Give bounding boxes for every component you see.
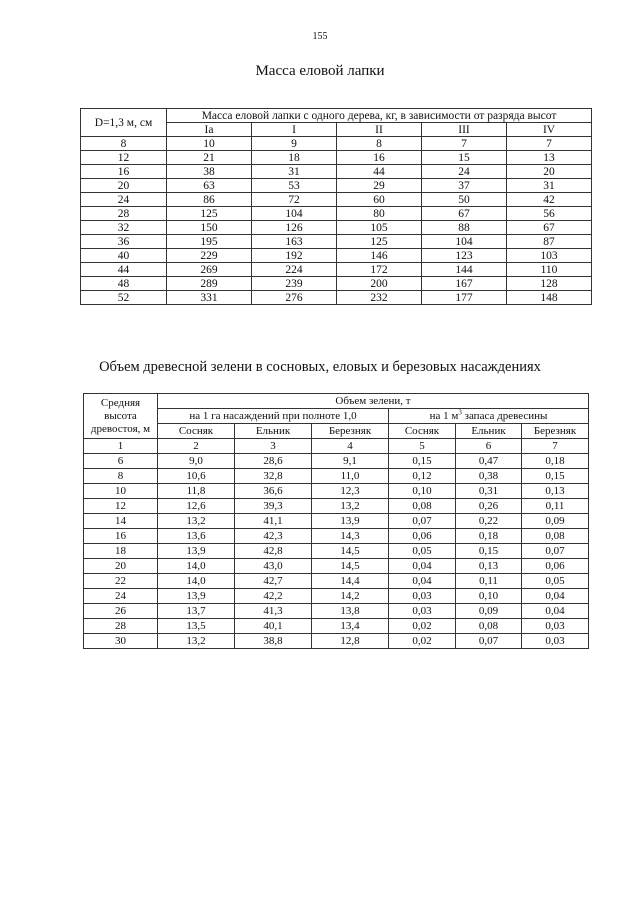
value-cell: 53 [252,179,337,193]
row-label-cell: 28 [84,619,158,634]
table-row [81,291,592,305]
value-cell: 41,3 [235,604,312,619]
value-cell: 150 [167,221,252,235]
value-cell: 0,13 [456,559,522,574]
table-row [84,634,589,649]
table-row [81,235,592,249]
value-cell: 0,13 [522,484,589,499]
table2-col-header: Березняк [522,424,589,439]
table-row [84,544,589,559]
value-cell: 0,07 [522,544,589,559]
value-cell: 0,10 [456,589,522,604]
table-row [84,559,589,574]
value-cell: 0,31 [456,484,522,499]
column-number-cell: 7 [522,439,589,454]
table-row [84,484,589,499]
value-cell: 229 [167,249,252,263]
value-cell: 163 [252,235,337,249]
value-cell: 126 [252,221,337,235]
table2-row-header: Средняя высота древостоя, м [84,394,158,439]
value-cell: 13,9 [158,589,235,604]
value-cell: 18 [252,151,337,165]
value-cell: 56 [507,207,592,221]
value-cell: 9,0 [158,454,235,469]
value-cell: 125 [167,207,252,221]
value-cell: 0,03 [389,604,456,619]
row-label-cell: 14 [84,514,158,529]
value-cell: 104 [422,235,507,249]
value-cell: 28,6 [235,454,312,469]
table-row [84,454,589,469]
value-cell: 0,07 [456,634,522,649]
table-row [81,137,592,151]
row-label-cell: 12 [81,151,167,165]
table-row [81,193,592,207]
table1-col-header: III [422,123,507,137]
row-label-cell: 40 [81,249,167,263]
value-cell: 0,22 [456,514,522,529]
table1-col-header: IV [507,123,592,137]
row-label-cell: 12 [84,499,158,514]
value-cell: 67 [422,207,507,221]
value-cell: 13,2 [158,514,235,529]
value-cell: 0,08 [522,529,589,544]
value-cell: 9 [252,137,337,151]
value-cell: 31 [252,165,337,179]
value-cell: 24 [422,165,507,179]
value-cell: 0,09 [456,604,522,619]
table-row [81,221,592,235]
table2-subheader-per-hectare: на 1 га насаждений при полноте 1,0 [158,409,389,424]
value-cell: 0,09 [522,514,589,529]
subheader-prefix: на 1 м [429,410,459,422]
value-cell: 239 [252,277,337,291]
row-label-cell: 22 [84,574,158,589]
value-cell: 14,2 [312,589,389,604]
row-label-cell: 8 [84,469,158,484]
value-cell: 331 [167,291,252,305]
value-cell: 0,47 [456,454,522,469]
value-cell: 29 [337,179,422,193]
value-cell: 42,3 [235,529,312,544]
row-label-cell: 10 [84,484,158,499]
row-label-cell: 52 [81,291,167,305]
value-cell: 0,04 [522,604,589,619]
value-cell: 0,02 [389,634,456,649]
value-cell: 87 [507,235,592,249]
row-label-cell: 28 [81,207,167,221]
value-cell: 0,05 [522,574,589,589]
table1-body [81,137,592,305]
value-cell: 20 [507,165,592,179]
value-cell: 0,08 [456,619,522,634]
table1-row-header: D=1,3 м, см [81,109,167,137]
value-cell: 39,3 [235,499,312,514]
table-row [81,207,592,221]
value-cell: 167 [422,277,507,291]
value-cell: 14,4 [312,574,389,589]
value-cell: 44 [337,165,422,179]
table2-numbering-row [84,439,589,454]
value-cell: 0,03 [389,589,456,604]
column-number-cell: 4 [312,439,389,454]
table2-group-header: Объем зелени, т [158,394,589,409]
value-cell: 14,5 [312,559,389,574]
value-cell: 125 [337,235,422,249]
value-cell: 10 [167,137,252,151]
value-cell: 0,04 [389,559,456,574]
value-cell: 0,15 [456,544,522,559]
table2-col-header: Сосняк [158,424,235,439]
table-row [84,604,589,619]
value-cell: 12,6 [158,499,235,514]
table2-col-header: Ельник [235,424,312,439]
table-row [84,499,589,514]
row-label-cell: 18 [84,544,158,559]
table1-col-header: Iа [167,123,252,137]
value-cell: 38 [167,165,252,179]
table-row [84,529,589,544]
table2-col-header: Ельник [456,424,522,439]
value-cell: 13,5 [158,619,235,634]
table2-title: Объем древесной зелени в сосновых, еловых и березовых насаждениях [99,359,541,375]
value-cell: 32,8 [235,469,312,484]
table-row [84,589,589,604]
value-cell: 110 [507,263,592,277]
value-cell: 63 [167,179,252,193]
value-cell: 128 [507,277,592,291]
value-cell: 104 [252,207,337,221]
value-cell: 12,3 [312,484,389,499]
value-cell: 7 [507,137,592,151]
value-cell: 9,1 [312,454,389,469]
value-cell: 13 [507,151,592,165]
value-cell: 0,03 [522,619,589,634]
table2-body [84,454,589,649]
value-cell: 43,0 [235,559,312,574]
row-label-cell: 44 [81,263,167,277]
spruce-branch-mass-table [80,108,592,305]
value-cell: 60 [337,193,422,207]
value-cell: 13,9 [312,514,389,529]
value-cell: 72 [252,193,337,207]
row-label-cell: 30 [84,634,158,649]
table-row [81,277,592,291]
value-cell: 86 [167,193,252,207]
value-cell: 88 [422,221,507,235]
table2-subheader-per-cubic-meter [389,409,589,424]
value-cell: 13,2 [312,499,389,514]
value-cell: 0,18 [456,529,522,544]
value-cell: 16 [337,151,422,165]
table-row [84,469,589,484]
row-label-cell: 8 [81,137,167,151]
row-label-cell: 24 [84,589,158,604]
table-row [81,165,592,179]
value-cell: 0,10 [389,484,456,499]
table1-col-header: II [337,123,422,137]
superscript: 3 [458,408,462,417]
value-cell: 15 [422,151,507,165]
value-cell: 13,4 [312,619,389,634]
value-cell: 13,9 [158,544,235,559]
value-cell: 14,0 [158,574,235,589]
value-cell: 0,02 [389,619,456,634]
value-cell: 269 [167,263,252,277]
value-cell: 172 [337,263,422,277]
value-cell: 144 [422,263,507,277]
table-row [84,514,589,529]
table2-col-header: Сосняк [389,424,456,439]
value-cell: 0,26 [456,499,522,514]
value-cell: 0,18 [522,454,589,469]
value-cell: 12,8 [312,634,389,649]
value-cell: 0,03 [522,634,589,649]
value-cell: 13,8 [312,604,389,619]
table2-col-header: Березняк [312,424,389,439]
row-label-cell: 6 [84,454,158,469]
value-cell: 195 [167,235,252,249]
value-cell: 50 [422,193,507,207]
value-cell: 0,11 [522,499,589,514]
value-cell: 0,08 [389,499,456,514]
value-cell: 103 [507,249,592,263]
value-cell: 224 [252,263,337,277]
value-cell: 0,15 [389,454,456,469]
column-number-cell: 2 [158,439,235,454]
value-cell: 0,12 [389,469,456,484]
value-cell: 36,6 [235,484,312,499]
value-cell: 14,0 [158,559,235,574]
value-cell: 11,8 [158,484,235,499]
value-cell: 40,1 [235,619,312,634]
value-cell: 0,05 [389,544,456,559]
page-number: 155 [312,31,328,42]
row-label-cell: 36 [81,235,167,249]
value-cell: 0,06 [522,559,589,574]
value-cell: 37 [422,179,507,193]
row-label-cell: 26 [84,604,158,619]
value-cell: 200 [337,277,422,291]
table-row [84,619,589,634]
row-label-cell: 16 [84,529,158,544]
green-volume-table [83,393,589,649]
value-cell: 10,6 [158,469,235,484]
value-cell: 11,0 [312,469,389,484]
table1-col-header: I [252,123,337,137]
value-cell: 42 [507,193,592,207]
value-cell: 14,3 [312,529,389,544]
value-cell: 105 [337,221,422,235]
value-cell: 42,8 [235,544,312,559]
value-cell: 0,38 [456,469,522,484]
column-number-cell: 6 [456,439,522,454]
value-cell: 0,06 [389,529,456,544]
value-cell: 13,2 [158,634,235,649]
value-cell: 0,04 [389,574,456,589]
value-cell: 123 [422,249,507,263]
value-cell: 7 [422,137,507,151]
table-row [81,249,592,263]
value-cell: 31 [507,179,592,193]
value-cell: 192 [252,249,337,263]
value-cell: 276 [252,291,337,305]
value-cell: 38,8 [235,634,312,649]
value-cell: 42,2 [235,589,312,604]
value-cell: 289 [167,277,252,291]
value-cell: 67 [507,221,592,235]
row-label-cell: 20 [81,179,167,193]
value-cell: 13,6 [158,529,235,544]
column-number-cell: 5 [389,439,456,454]
value-cell: 8 [337,137,422,151]
table-row [81,179,592,193]
value-cell: 232 [337,291,422,305]
row-label-cell: 32 [81,221,167,235]
value-cell: 148 [507,291,592,305]
column-number-cell: 3 [235,439,312,454]
table-row [81,151,592,165]
table-row [84,574,589,589]
row-label-cell: 20 [84,559,158,574]
table1-group-header: Масса еловой лапки с одного дерева, кг, в зависимости от разряда высот [167,109,592,123]
value-cell: 42,7 [235,574,312,589]
value-cell: 177 [422,291,507,305]
value-cell: 14,5 [312,544,389,559]
column-number-cell: 1 [84,439,158,454]
value-cell: 0,11 [456,574,522,589]
row-label-cell: 24 [81,193,167,207]
value-cell: 0,04 [522,589,589,604]
table1-title: Масса еловой лапки [255,63,385,79]
value-cell: 146 [337,249,422,263]
value-cell: 0,15 [522,469,589,484]
value-cell: 13,7 [158,604,235,619]
row-label-cell: 16 [81,165,167,179]
value-cell: 0,07 [389,514,456,529]
value-cell: 80 [337,207,422,221]
table-row [81,263,592,277]
subheader-suffix: запаса древесины [461,410,548,422]
value-cell: 41,1 [235,514,312,529]
value-cell: 21 [167,151,252,165]
row-label-cell: 48 [81,277,167,291]
